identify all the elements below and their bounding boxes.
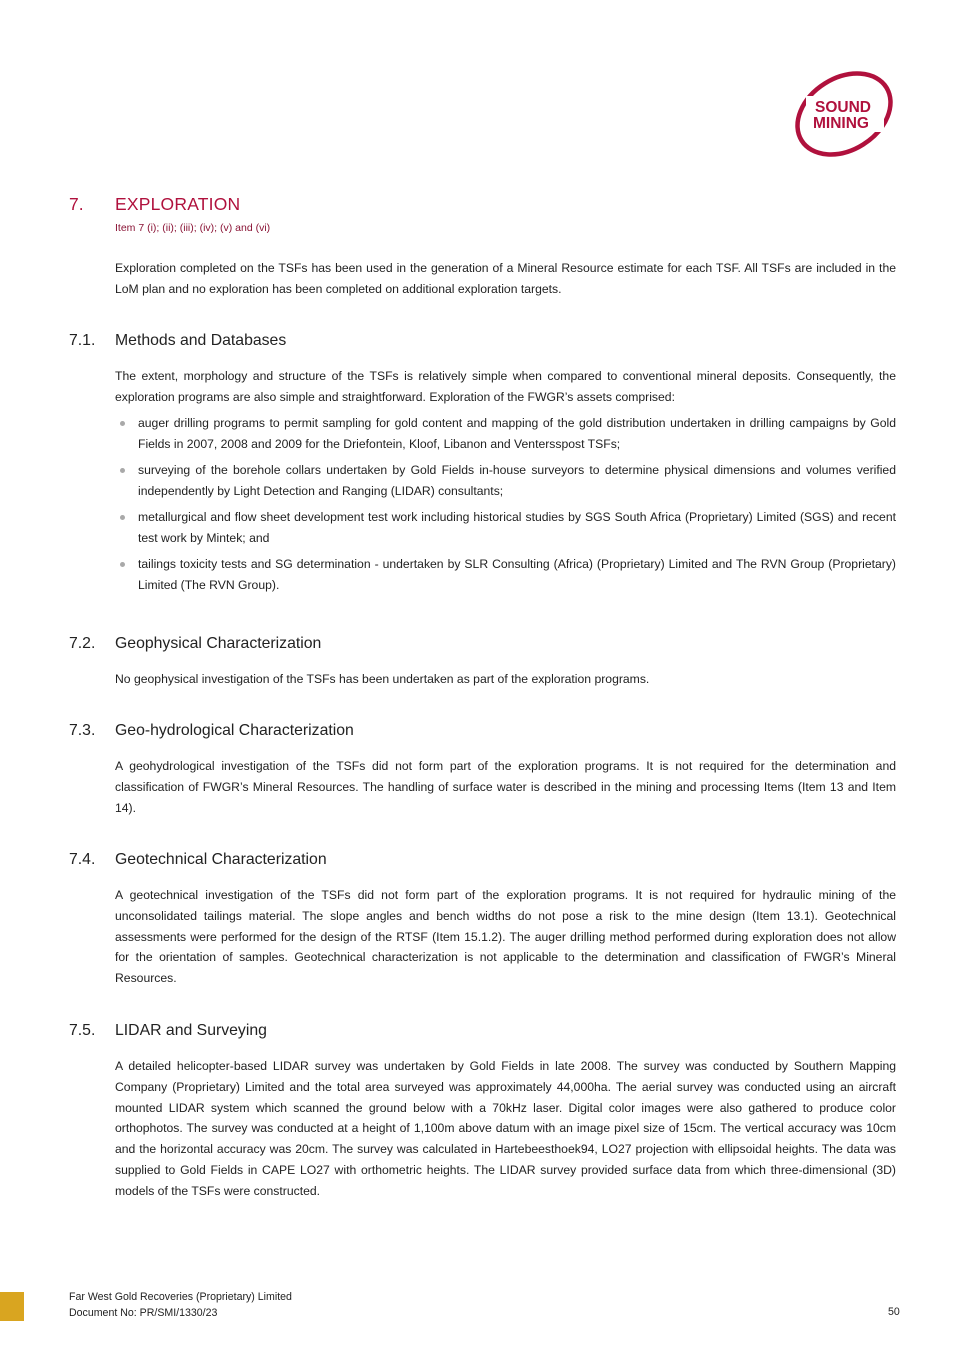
sound-mining-logo [786,68,902,160]
section-number: 7.2. [69,635,96,652]
bullet-icon [120,515,125,520]
list-item [115,507,896,549]
footer-accent-bar [0,1292,24,1321]
section-heading-7-3 [69,722,909,742]
chapter-title: EXPLORATION [115,194,241,214]
list-item-text: surveying of the borehole collars undertaken by Gold Fields in-house surveyors to determine physical dimensions and volumes verified independently by Light Detection and Ranging (LIDAR) consultants; [138,462,896,498]
bullet-icon [120,421,125,426]
section-title: LIDAR and Surveying [115,1022,267,1039]
list-item [115,413,896,455]
chapter-intro: Exploration completed on the TSFs has been used in the generation of a Mineral Resource estimate for each TSF. All TSFs are included in the LoM plan and no exploration has been completed on additional exploration targets. [115,261,896,296]
section-body-7-4: A geotechnical investigation of the TSFs did not form part of the exploration programs. It is not required for hydraulic mining of the unconsolidated tailings material. The slope angles and bench widths do not pose a risk to the mine design (Item 13.1). Geotechnical assessments were performed for the design of the RTSF (Item 15.1.2). The auger drilling method performed during exploration does not allow for the orientation of samples. Geotechnical characterization is not applicable to the determination and classification of FWGR’s Mineral Resources. [115,888,896,986]
list-item-text: auger drilling programs to permit sampling for gold content and mapping of the gold distribution undertaken in drilling campaigns by Gold Fields in 2007, 2008 and 2009 for the Driefontein, Kloof, Libanon and Ventersspost TSFs; [138,416,896,451]
section-heading-7-1 [69,332,909,352]
section-heading-7-4 [69,851,909,871]
item-reference: Item 7 (i); (ii); (iii); (iv); (v) and (vi) [115,222,271,234]
section-title: Geo-hydrological Characterization [115,722,354,739]
logo-line2: MINING [813,115,869,132]
section-title: Geotechnical Characterization [115,851,327,868]
section-number: 7.1. [69,332,96,349]
section-body-7-3: A geohydrological investigation of the TSFs did not form part of the exploration programs. It is not required for the determination and classification of FWGR’s Mineral Resources. The handling of surface water is described in the mining and processing Items (Item 13 and Item 14). [115,759,896,815]
bullet-icon [120,468,125,473]
list-item [115,554,896,596]
exploration-assets-list [115,413,896,601]
bullet-icon [120,562,125,567]
list-item-text: tailings toxicity tests and SG determination - undertaken by SLR Consulting (Africa) (Proprietary) Limited and The RVN Group (Proprietary) Limited (The RVN Group). [138,556,896,592]
section-number: 7.3. [69,722,96,739]
section-number: 7.5. [69,1022,96,1039]
section-number: 7.4. [69,851,96,868]
section-title: Methods and Databases [115,332,287,349]
footer-company: Far West Gold Recoveries (Proprietary) Limited [69,1291,292,1303]
section-body-7-2: No geophysical investigation of the TSFs has been undertaken as part of the exploration programs. [115,672,650,686]
page-number: 50 [888,1306,900,1318]
section-body-7-5: A detailed helicopter-based LIDAR survey was undertaken by Gold Fields in late 2008. The survey was conducted by Southern Mapping Company (Proprietary) Limited and the total area surveyed was approximately 44,000ha. The aerial survey was conducted using an aircraft mounted LIDAR system which scanned the ground below with a 70kHz laser. Digital color images were also gathered to produce color orthophotos. The survey was conducted at a height of 1,100m above datum with an image pixel size of 15cm. The vertical accuracy was 10cm and the horizontal accuracy was 20cm. The survey was calculated in Hartebeesthoek94, LO27 projection with ellipsoidal heights. The data was supplied to Gold Fields in CAPE LO27 with orthometric heights. The LIDAR survey provided surface data from which three-dimensional (3D) models of the TSFs were constructed. [115,1059,896,1198]
logo-line1: SOUND [815,99,871,116]
list-item [115,460,896,502]
section-heading-7-5 [69,1022,909,1042]
footer-document-number: Document No: PR/SMI/1330/23 [69,1307,218,1319]
logo-swoosh-icon [786,68,902,160]
section-heading-7-2 [69,635,909,655]
section-body-7-1: The extent, morphology and structure of the TSFs is relatively simple when compared to conventional mineral deposits. Consequently, the exploration programs are also simple and straightforward. Exploration of the FWGR’s assets comprised: [115,369,896,404]
chapter-number: 7. [69,194,84,214]
section-title: Geophysical Characterization [115,635,322,652]
list-item-text: metallurgical and flow sheet development test work including historical studies by SGS South Africa (Proprietary) Limited (SGS) and recent test work by Mintek; and [138,509,896,545]
